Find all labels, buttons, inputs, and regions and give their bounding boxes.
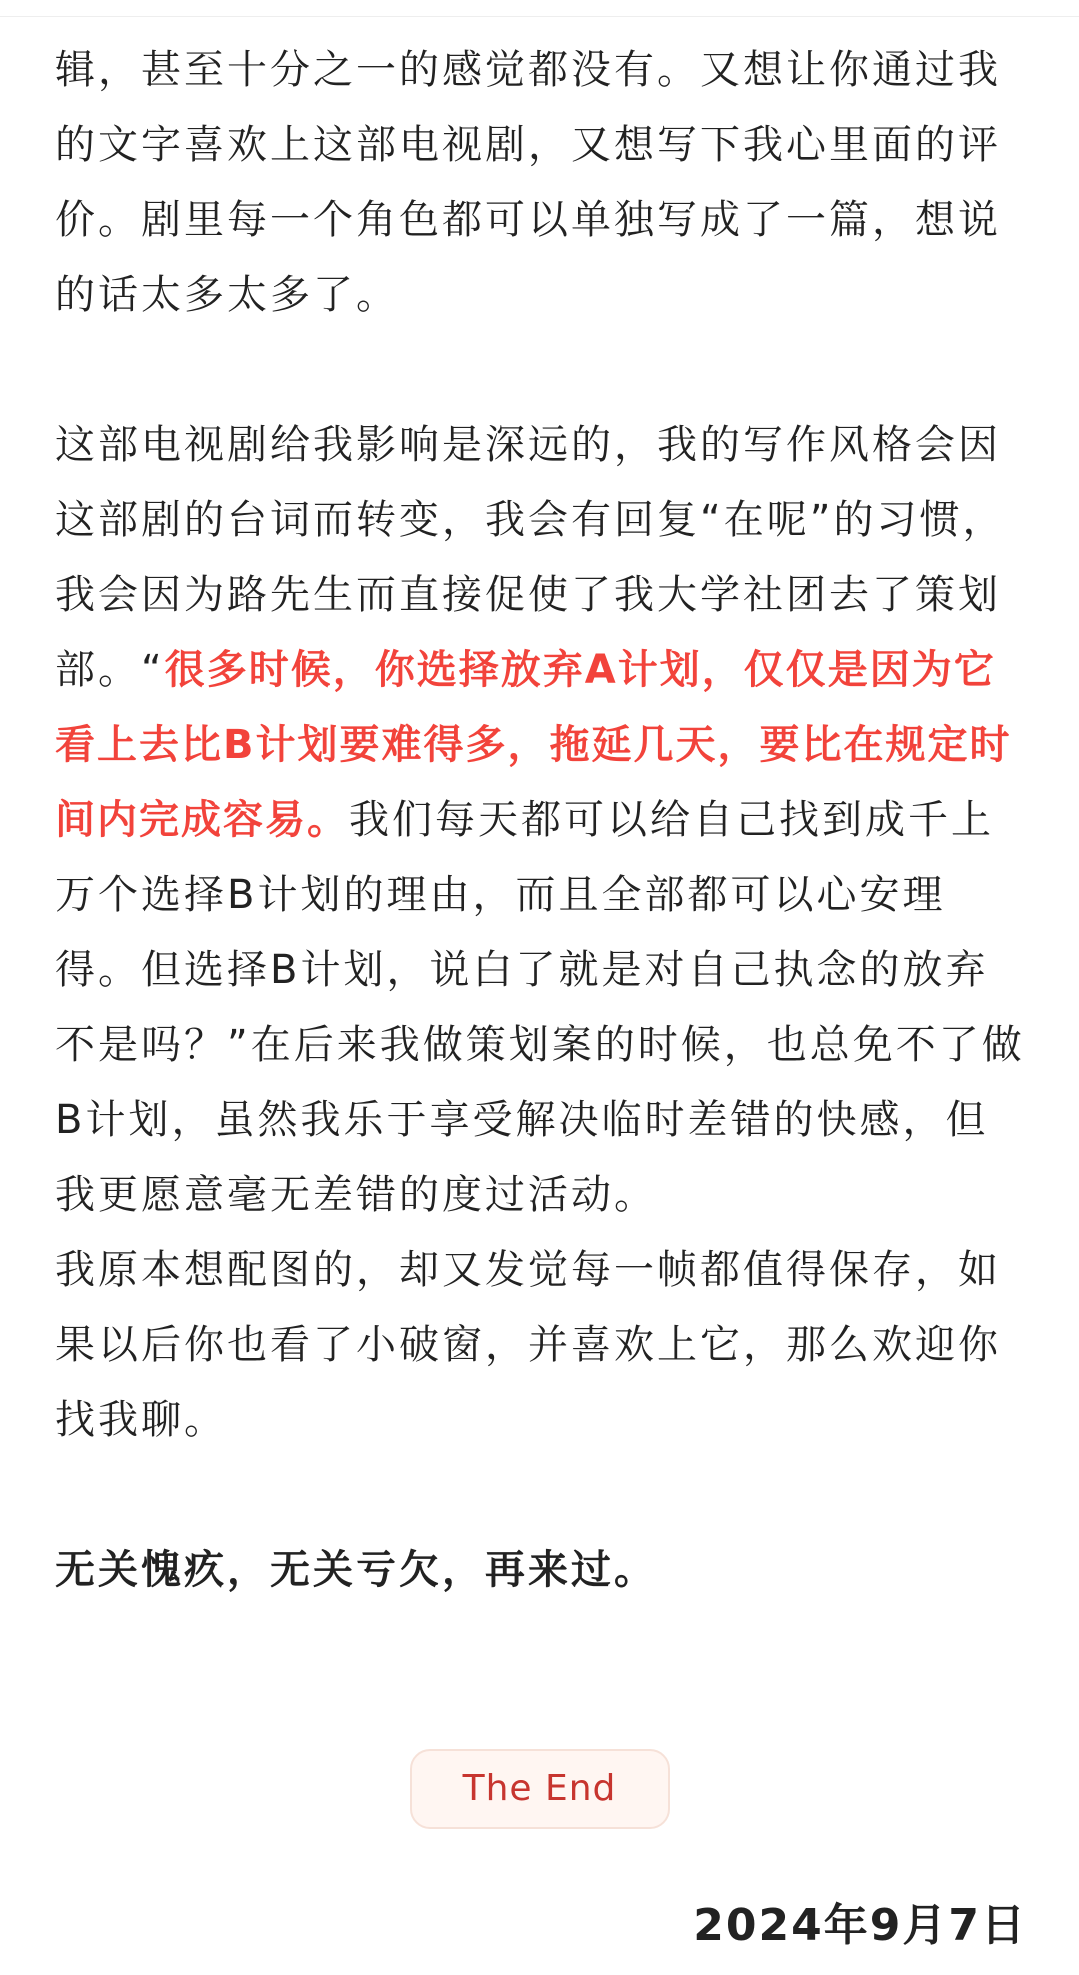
paragraph-3: 我原本想配图的，却又发觉每一帧都值得保存，如果以后你也看了小破窗，并喜欢上它，那么欢迎你找我聊。	[55, 1247, 1001, 1443]
post-date: 2024年9月7日	[693, 1900, 1027, 1951]
paragraph-2	[55, 408, 1027, 1233]
article-body	[55, 33, 1027, 1608]
paragraph-2-rest: 我们每天都可以给自己找到成千上万个选择B计划的理由，而且全部都可以心安理得。但选择B计划，说白了就是对自己执念的放弃不是吗？”在后来我做策划案的时候，也总免不了做B计划，虽然我乐于享受解决临时差错的快感，但我更愿意毫无差错的度过活动。	[55, 797, 1025, 1218]
the-end-badge: The End	[410, 1749, 670, 1829]
paragraph-gap	[55, 333, 1027, 408]
paragraph-gap	[55, 1458, 1027, 1533]
paragraph-2-intro: 这部电视剧给我影响是深远的，我的写作风格会因这部剧的台词而转变，我会有回复“在呢”的习惯，我会因为路先生而直接促使了我大学社团去了策划部。“	[55, 422, 1006, 693]
paragraph-1: 辑，甚至十分之一的感觉都没有。又想让你通过我的文字喜欢上这部电视剧，又想写下我心里面的评价。剧里每一个角色都可以单独写成了一篇，想说的话太多太多了。	[55, 47, 1001, 318]
quote-highlight: 很多时候，你选择放弃A计划，仅仅是因为它看上去比B计划要难得多，拖延几天，要比在规定时间内完成容易。	[55, 647, 1012, 843]
closing-line: 无关愧疚，无关亏欠，再来过。	[55, 1547, 657, 1593]
top-divider	[0, 16, 1079, 17]
end-badge-container	[0, 1749, 1079, 1833]
